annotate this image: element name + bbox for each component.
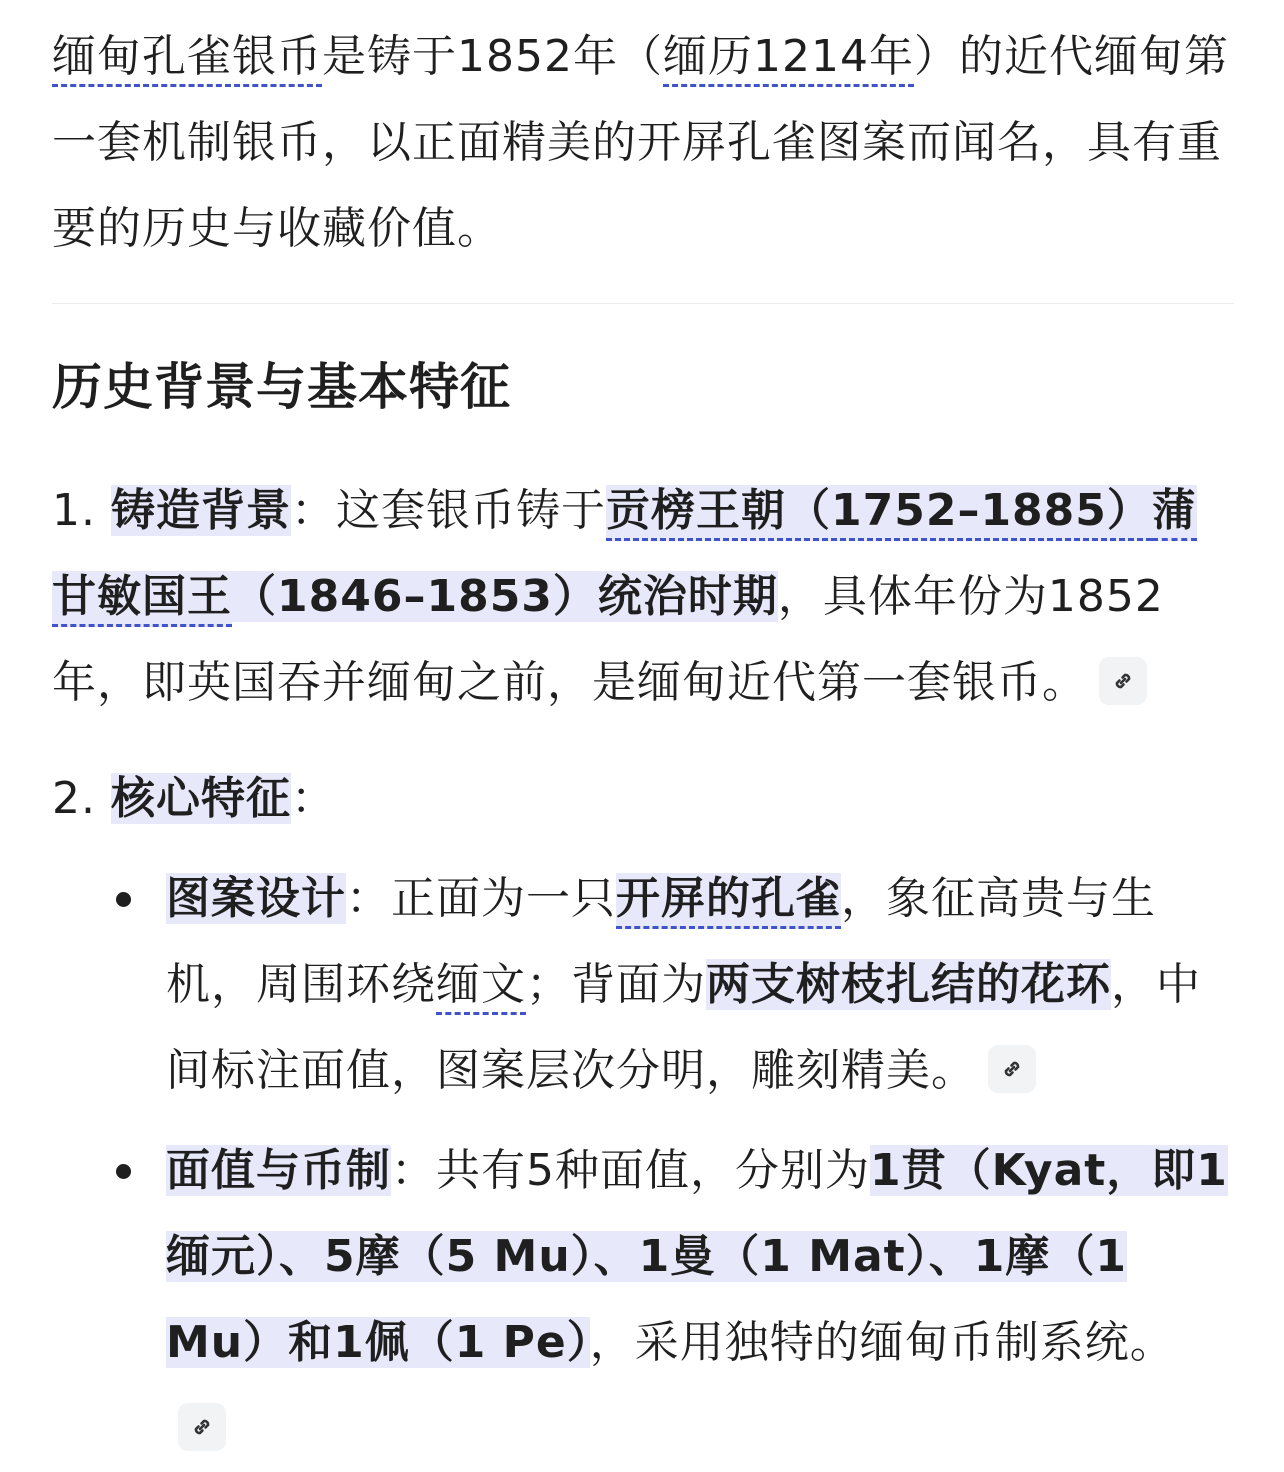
intro-text: 是铸于1852年（	[322, 31, 663, 82]
section-heading: 历史背景与基本特征	[52, 358, 511, 416]
term-link-burmese-peacock-coin[interactable]: 缅甸孔雀银币	[52, 31, 322, 87]
bullet-item-denominations	[52, 1128, 1232, 1472]
bullet-list	[52, 856, 1232, 1472]
bullet-text: ，象征高贵与生机，周围环绕	[166, 873, 1156, 1010]
highlight-denominations: 1贯（Kyat，即1缅元）、5摩（5 Mu）、1曼（1 Mat）、1摩（1 Mu）和1佩（1 Pe）	[166, 1145, 1228, 1368]
bullet-label: 面值与币制	[166, 1145, 391, 1196]
list-item-2	[52, 756, 1232, 842]
term-link-pagan-min[interactable]: 蒲甘敏国王	[52, 485, 1197, 627]
list-number: 2.	[52, 773, 96, 824]
bullet-dot-icon	[116, 1164, 131, 1179]
item-label: 铸造背景	[110, 485, 291, 536]
bullet-dot-icon	[116, 892, 131, 907]
item-text-rest: ，具体年份为1852年，即英国吞并缅甸之前，是缅甸近代第一套银币。	[52, 571, 1164, 708]
list-number: 1.	[52, 485, 96, 536]
term-link-peacock[interactable]: 开屏的孔雀	[616, 873, 841, 929]
highlight-wreath: 两支树枝扎结的花环	[706, 959, 1111, 1010]
intro-text-rest: ）的近代缅甸第一套机制银币，以正面精美的开屏孔雀图案而闻名，具有重要的历史与收藏价值。	[52, 31, 1229, 254]
bullet-text: ；背面为	[526, 959, 706, 1010]
bullet-label: 图案设计	[166, 873, 346, 924]
term-link-burmese-calendar[interactable]: 缅历1214年	[663, 31, 914, 87]
link-icon[interactable]	[178, 1403, 226, 1451]
link-icon[interactable]	[1099, 657, 1147, 705]
section-divider	[52, 303, 1234, 304]
bullet-text: ：正面为一只	[346, 873, 616, 924]
bullet-item-pattern-design	[52, 856, 1232, 1114]
highlight-reign-period: （1846–1853）统治时期	[232, 571, 778, 622]
bullet-text: ，中间标注面值，图案层次分明，雕刻精美。	[166, 959, 1201, 1096]
item-colon: ：	[290, 773, 336, 824]
item-text: ：这套银币铸于	[290, 485, 606, 536]
link-icon[interactable]	[988, 1045, 1036, 1093]
bullet-text: ：共有5种面值，分别为	[391, 1145, 870, 1196]
bullet-text: ，采用独特的缅甸币制系统。	[589, 1317, 1175, 1368]
item-label: 核心特征	[110, 773, 291, 824]
term-link-burmese-script[interactable]: 缅文	[436, 959, 526, 1015]
intro-paragraph	[52, 14, 1232, 272]
term-link-konbaung-dynasty[interactable]: 贡榜王朝（1752–1885）	[606, 485, 1152, 541]
list-item-1	[52, 468, 1232, 726]
